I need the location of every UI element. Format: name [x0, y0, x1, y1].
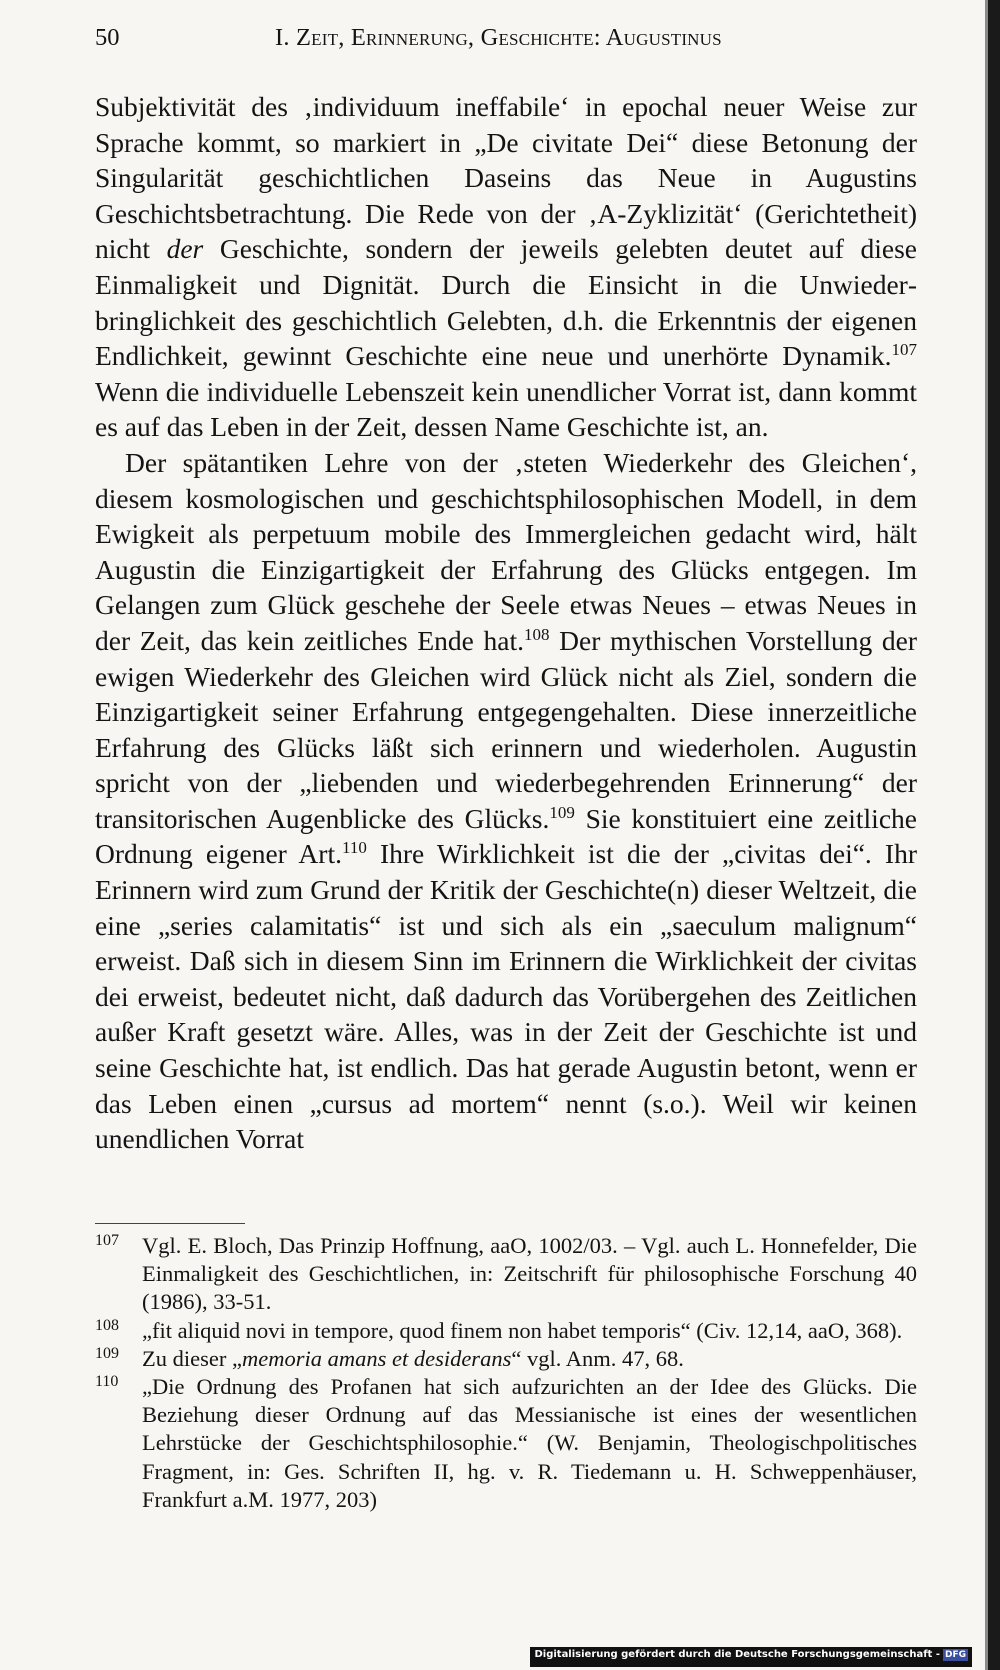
- page-number: 50: [95, 24, 120, 51]
- footnote-number: 108: [95, 1316, 119, 1334]
- digitization-credit: [530, 1647, 972, 1667]
- footnote-107: [95, 1232, 917, 1317]
- running-head-title: I. Zeit, Erinnerung, Geschichte: Augustinus: [275, 24, 722, 51]
- footnote-emphasis: memoria amans et desiderans: [241, 1345, 512, 1371]
- footnote-text: „fit aliquid novi in tempore, quod finem non habet temporis“ (Civ. 12,14, aaO, 368).: [142, 1317, 903, 1343]
- footnote-number: 109: [95, 1344, 119, 1362]
- footnote-text: „Die Ordnung des Profanen hat sich aufzurichten an der Idee des Glücks. Die Beziehung dieser Ordnung auf das Messianische ist eines der wesentlichen Lehrstücke der Geschichtsphilosophie.“ (W. Benjamin, Theologischpolitisches Fragment, in: Ges. Schriften II, hg. v. R. Tiedemann u. H. Schweppenhäuser, Frankfurt a.M. 1977, 203): [142, 1374, 917, 1512]
- running-head: [95, 24, 917, 56]
- footnotes: [95, 1232, 917, 1514]
- footnote-separator: [95, 1223, 245, 1224]
- credit-text: Digitalisierung gefördert durch die Deutsche Forschungsgemeinschaft -: [534, 1649, 940, 1660]
- footnote-text: Vgl. E. Bloch, Das Prinzip Hoffnung, aaO, 1002/03. – Vgl. auch L. Honnefelder, Die Einmaligkeit des Geschichtlichen, in: Zeitschrift für philosophische Forschung 40 (1986), 33-51.: [142, 1233, 917, 1315]
- footnote-108: [95, 1317, 917, 1345]
- footnote-number: 110: [95, 1373, 119, 1391]
- paragraph-2-text-d: Ihre Wirklichkeit ist die der „civitas dei“. Ihr Erinnern wird zum Grund der Kritik der Geschichte(n) dieser Weltzeit, die eine „series calamitatis“ ist und sich als ein „saeculum malignum“ erweist. Daß sich in diesem Sinn im Erinnern die Wirklichkeit der civitas dei erweist, bedeutet nicht, daß dadurch das Vorübergehen des Zeitlichen außer Kraft gesetzt wäre. Alles, was in der Zeit der Geschichte ist und seine Geschichte hat, ist endlich. Das hat gerade Augustin betont, wenn er das Leben einen „cursus ad mortem“ nennt (s.o.). Weil wir keinen unendlichen Vorrat: [95, 838, 917, 1155]
- footnote-number: 107: [95, 1232, 119, 1249]
- paragraph-2-text-b: Der mythischen Vorstellung der ewigen Wiederkehr des Gleichen wird Glück nicht als Ziel, sondern die Einzigartigkeit seiner Erfahrung entgegengehalten. Diese innerzeitliche Erfahrung des Glücks läßt sich erinnern und wiederholen. Augustin spricht von der „liebenden und wiederbegehrenden Erinnerung“ der transitorischen Augenblicke des Glücks.: [95, 624, 917, 834]
- footnote-109: [95, 1345, 917, 1373]
- paragraph-1: [95, 89, 917, 445]
- footnote-text-a: Zu dieser „: [142, 1345, 242, 1371]
- scan-border: [988, 0, 1000, 1670]
- dfg-logo-icon: DFG: [944, 1650, 966, 1660]
- emphasis-der: der: [166, 233, 204, 265]
- footnote-110: [95, 1373, 917, 1514]
- body-text: [95, 89, 917, 1157]
- paragraph-1-text-a: Subjektivität des ‚individuum ineffabile‘ in epochal neuer Weise zur Sprache kommt, so markiert in „De civitate Dei“ diese Betonung der Singularität geschichtlichen Daseins das Neue in Augustins Geschichtsbetrachtung. Die Rede von der ‚A-Zyklizität‘ (Gerichtetheit) nicht: [95, 91, 917, 265]
- paragraph-2-text-c: Sie konstituiert eine zeitliche Ordnung eigener Art.: [95, 802, 917, 870]
- footnote-ref-107[interactable]: 107: [891, 340, 917, 360]
- footnote-ref-110[interactable]: 110: [341, 838, 367, 858]
- paragraph-2: [95, 445, 917, 1157]
- paragraph-1-text-b: Geschichte, sondern der jeweils gelebten deutet auf diese Einmaligkeit und Dignität. Durch die Einsicht in die Unwiederbringlichkeit des geschichtlich Gelebten, d.h. die Erkenntnis der eigenen Endlichkeit, gewinnt Geschichte eine neue und unerhörte Dynamik.: [95, 233, 917, 372]
- footnote-text-b: “ vgl. Anm. 47, 68.: [511, 1345, 684, 1371]
- footnote-ref-109[interactable]: 109: [549, 802, 575, 822]
- paragraph-2-text-a: Der spätantiken Lehre von der ‚steten Wiederkehr des Gleichen‘, diesem kosmologischen und geschichtsphilosophischen Modell, in dem Ewigkeit als perpetuum mobile des Immergleichen gedacht wird, hält Augustin die Einzigartigkeit der Erfahrung des Glücks entgegen. Im Gelangen zum Glück geschehe der Seele etwas Neues – etwas Neues in der Zeit, das kein zeitliches Ende hat.: [95, 446, 917, 656]
- footnote-ref-108[interactable]: 108: [523, 624, 550, 644]
- paragraph-1-text-c: Wenn die individuelle Lebenszeit kein unendlicher Vorrat ist, dann kommt es auf das Leben in der Zeit, dessen Name Geschichte ist, an.: [95, 375, 917, 443]
